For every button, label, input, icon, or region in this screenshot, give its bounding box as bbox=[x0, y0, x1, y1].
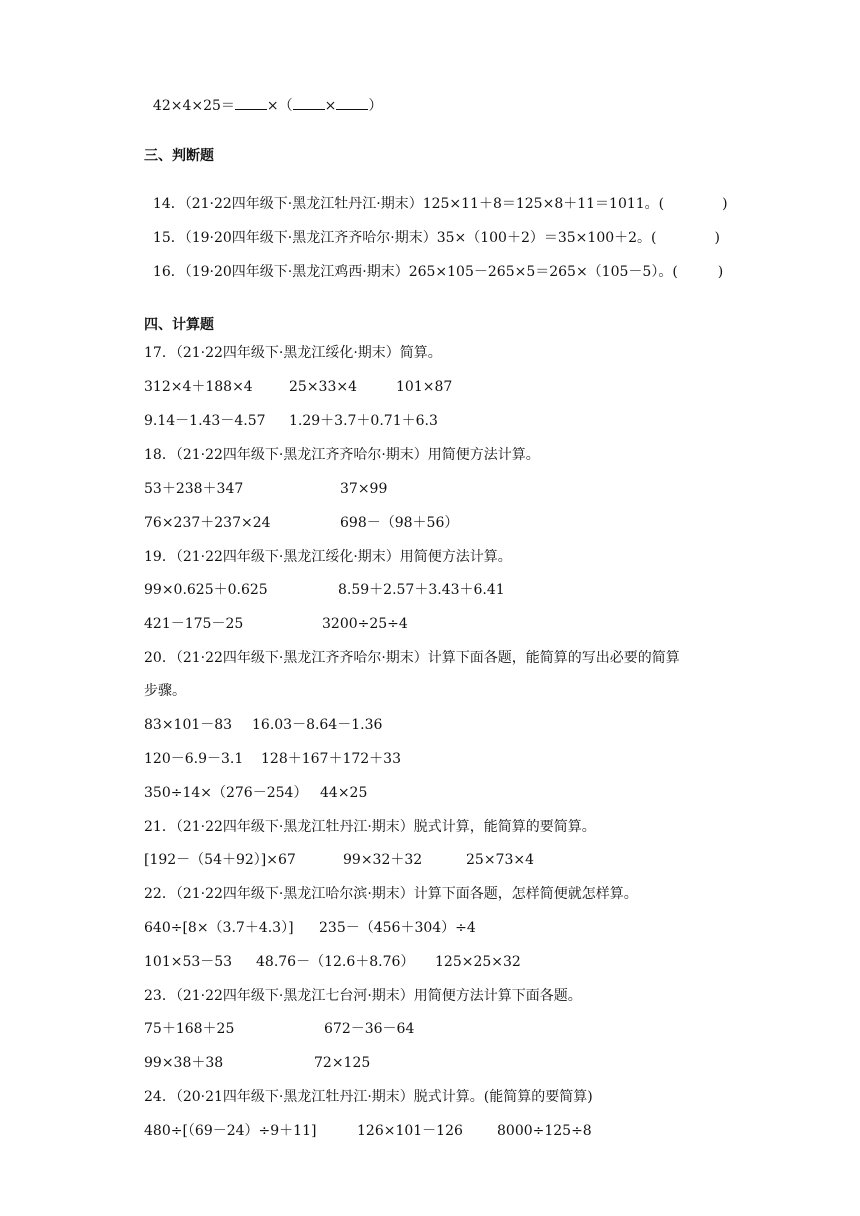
fill-blank-line bbox=[144, 75, 382, 116]
question-16-text: 16．（19·20四年级下·黑龙江鸡西·期末）265×105－265×5＝265×（105－5）。( bbox=[152, 264, 678, 280]
expression: 3200÷25÷4 bbox=[322, 616, 408, 632]
question-16-close: ) bbox=[717, 264, 724, 280]
expression: 25×73×4 bbox=[466, 852, 534, 868]
answer-blank-1[interactable] bbox=[235, 95, 267, 110]
expression: 480÷[（69－24）÷9＋11] bbox=[144, 1123, 317, 1139]
expression: 53＋238＋347 bbox=[144, 481, 244, 497]
question-24-header: 24．（20·21四年级下·黑龙江牡丹江·期末）脱式计算。(能简算的要简算) bbox=[144, 1089, 593, 1105]
expression: 25×33×4 bbox=[289, 379, 357, 395]
question-18-header: 18．（21·22四年级下·黑龙江齐齐哈尔·期末）用简便方法计算。 bbox=[144, 447, 540, 463]
expression: 101×87 bbox=[396, 379, 453, 395]
question-15-text: 15．（19·20四年级下·黑龙江齐齐哈尔·期末）35×（100＋2）＝35×100＋2。( bbox=[152, 230, 657, 246]
question-14-text: 14．（21·22四年级下·黑龙江牡丹江·期末）125×11＋8＝125×8＋11＝1011。( bbox=[152, 196, 665, 212]
expression: 126×101－126 bbox=[357, 1123, 463, 1139]
question-17-header: 17．（21·22四年级下·黑龙江绥化·期末）简算。 bbox=[144, 345, 442, 361]
fill-mid2: × bbox=[324, 98, 337, 114]
expression: 48.76－（12.6＋8.76） bbox=[256, 954, 415, 970]
expression: 101×53－53 bbox=[144, 954, 233, 970]
expression: 312×4＋188×4 bbox=[144, 379, 253, 395]
fill-suffix: ） bbox=[368, 98, 383, 114]
expression: 128＋167＋172＋33 bbox=[261, 751, 401, 767]
answer-blank-2[interactable] bbox=[293, 95, 325, 110]
expression: 421－175－25 bbox=[144, 616, 244, 632]
answer-blank-3[interactable] bbox=[336, 95, 368, 110]
expression: [192－（54＋92）]×67 bbox=[144, 852, 296, 868]
expression: 125×25×32 bbox=[435, 954, 521, 970]
expression: 75＋168＋25 bbox=[144, 1021, 235, 1037]
expression: 1.29＋3.7＋0.71＋6.3 bbox=[289, 413, 438, 429]
expression: 16.03－8.64－1.36 bbox=[252, 717, 383, 733]
expression: 8000÷125÷8 bbox=[497, 1123, 592, 1139]
expression: 640÷[8×（3.7＋4.3）] bbox=[144, 920, 294, 936]
question-20-header: 20．（21·22四年级下·黑龙江齐齐哈尔·期末）计算下面各题，能简算的写出必要的简算 bbox=[144, 650, 680, 666]
expression: 37×99 bbox=[340, 481, 388, 497]
question-20-header-cont: 步骤。 bbox=[144, 683, 186, 699]
expression: 76×237＋237×24 bbox=[144, 515, 271, 531]
expression: 672－36－64 bbox=[324, 1021, 415, 1037]
question-22-header: 22．（21·22四年级下·黑龙江哈尔滨·期末）计算下面各题，怎样简便就怎样算。 bbox=[144, 886, 638, 902]
section-title-judgement: 三、判断题 bbox=[144, 148, 214, 164]
expression: 99×38＋38 bbox=[144, 1055, 224, 1071]
question-23-header: 23．（21·22四年级下·黑龙江七台河·期末）用简便方法计算下面各题。 bbox=[144, 988, 582, 1004]
expression: 350÷14×（276－254） bbox=[144, 785, 308, 801]
expression: 120－6.9－3.1 bbox=[144, 751, 244, 767]
question-21-header: 21．（21·22四年级下·黑龙江牡丹江·期末）脱式计算，能简算的要简算。 bbox=[144, 819, 596, 835]
question-15-close: ) bbox=[714, 230, 720, 246]
expression: 235－（456＋304）÷4 bbox=[319, 920, 476, 936]
question-14-close: ) bbox=[722, 196, 728, 212]
expression: 698－（98＋56） bbox=[340, 515, 459, 531]
expression: 83×101－83 bbox=[144, 717, 233, 733]
section-title-calculation: 四、计算题 bbox=[144, 317, 214, 333]
expression: 99×32＋32 bbox=[343, 852, 423, 868]
expression: 44×25 bbox=[320, 785, 368, 801]
question-16 bbox=[144, 242, 723, 282]
expression: 8.59＋2.57＋3.43＋6.41 bbox=[338, 582, 505, 598]
fill-mid1: ×（ bbox=[266, 98, 293, 114]
expression: 72×125 bbox=[314, 1055, 371, 1071]
question-19-header: 19．（21·22四年级下·黑龙江绥化·期末）用简便方法计算。 bbox=[144, 549, 512, 565]
expression: 9.14－1.43－4.57 bbox=[144, 413, 266, 429]
expression: 99×0.625＋0.625 bbox=[144, 582, 268, 598]
fill-prefix: 42×4×25＝ bbox=[152, 98, 235, 114]
